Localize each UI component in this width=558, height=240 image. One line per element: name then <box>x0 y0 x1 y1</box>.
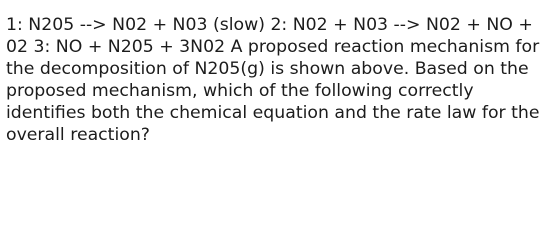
question-text: 1: N205 --> N02 + N03 (slow) 2: N02 + N03 --> N02 + NO + 02 3: NO + N205 + 3N02 A proposed reaction mechanism for the decomposition of N205(g) is shown above. Based on the proposed mechanism, which of the following correctly identifies both the chemical equation and the rate law for the overall reaction? <box>6 15 540 145</box>
